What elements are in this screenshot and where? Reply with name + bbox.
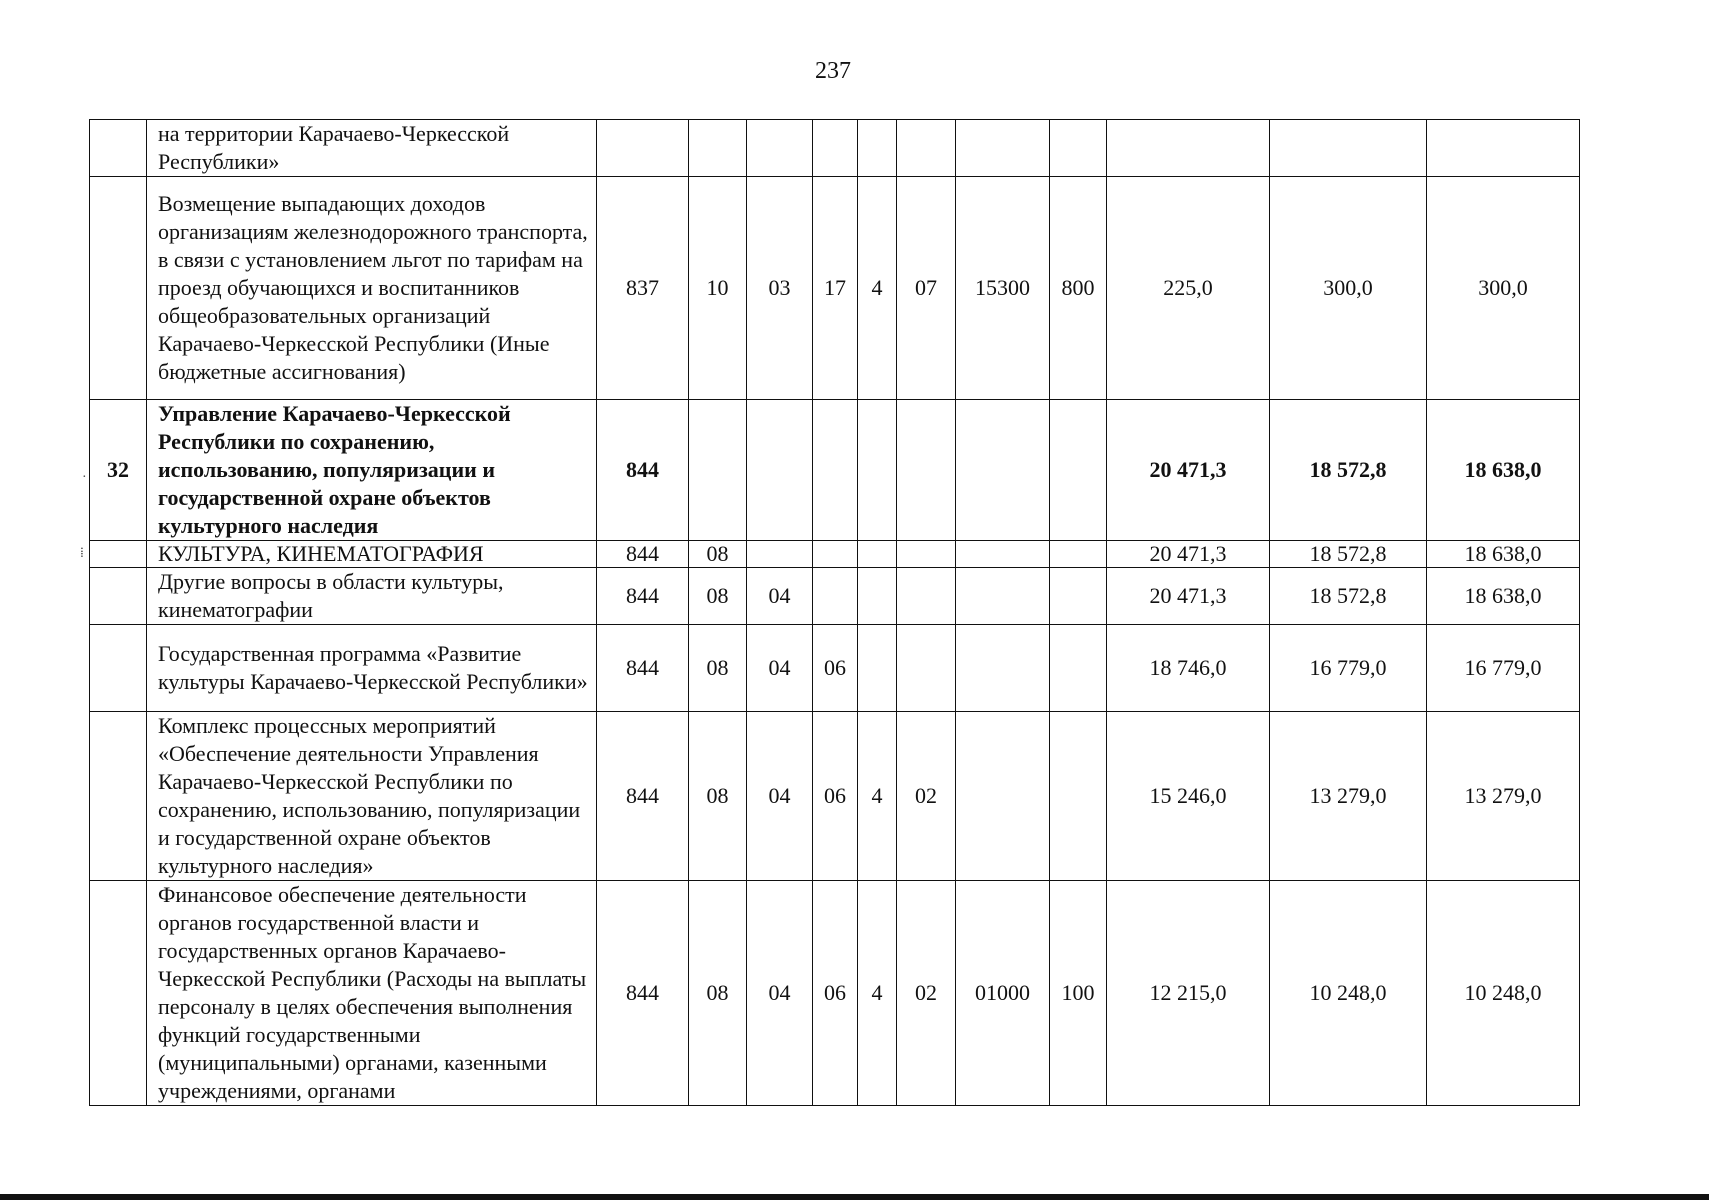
item-name-cell: Другие вопросы в области культуры, кинематографии [147, 568, 597, 625]
ministry-code-cell [597, 120, 689, 177]
amount-year3-cell: 16 779,0 [1427, 625, 1580, 712]
ministry-code-cell: 844 [597, 625, 689, 712]
amount-year3-cell: 18 638,0 [1427, 400, 1580, 541]
activity-code-cell [897, 568, 956, 625]
item-name-cell: Финансовое обеспечение деятельности органов государственной власти и государственных органов Карачаево-Черкесской Республики (Расходы на выплаты персоналу в целях обеспечения выполнения функций государственными (муниципальными) органами, казенными учреждениями, органами [147, 881, 597, 1106]
row-index-cell [90, 120, 147, 177]
program-code-cell [813, 568, 858, 625]
amount-year3-cell: 18 638,0 [1427, 568, 1580, 625]
table-row [90, 541, 1580, 568]
direction-code-cell [956, 712, 1050, 881]
subsection-code-cell: 04 [747, 625, 813, 712]
subsection-code-cell: 04 [747, 568, 813, 625]
table-row [90, 568, 1580, 625]
program-code-cell: 06 [813, 712, 858, 881]
table-row [90, 177, 1580, 400]
amount-year2-cell: 18 572,8 [1270, 568, 1427, 625]
amount-year1-cell: 20 471,3 [1107, 541, 1270, 568]
program-code-cell [813, 120, 858, 177]
section-code-cell: 08 [689, 712, 747, 881]
row-index-cell [90, 712, 147, 881]
expense-type-cell [1050, 541, 1107, 568]
amount-year2-cell: 13 279,0 [1270, 712, 1427, 881]
ministry-code-cell: 844 [597, 881, 689, 1106]
activity-code-cell [897, 120, 956, 177]
ministry-code-cell: 844 [597, 400, 689, 541]
scan-artifact-mark: ⁞ [80, 546, 84, 561]
amount-year3-cell: 13 279,0 [1427, 712, 1580, 881]
item-name-cell: Управление Карачаево-Черкесской Республики по сохранению, использованию, популяризации и государственной охране объектов культурного наследия [147, 400, 597, 541]
amount-year1-cell: 20 471,3 [1107, 400, 1270, 541]
ministry-code-cell: 844 [597, 712, 689, 881]
activity-code-cell: 07 [897, 177, 956, 400]
subsection-code-cell: 04 [747, 881, 813, 1106]
program-code-cell: 06 [813, 625, 858, 712]
row-index-cell [90, 881, 147, 1106]
item-name-cell: КУЛЬТУРА, КИНЕМАТОГРАФИЯ [147, 541, 597, 568]
expense-type-cell [1050, 712, 1107, 881]
table-row [90, 120, 1580, 177]
ministry-code-cell: 844 [597, 568, 689, 625]
table-row [90, 400, 1580, 541]
amount-year2-cell: 10 248,0 [1270, 881, 1427, 1106]
amount-year1-cell: 18 746,0 [1107, 625, 1270, 712]
expense-type-cell: 800 [1050, 177, 1107, 400]
subprogram-type-cell: 4 [858, 177, 897, 400]
table-body [90, 120, 1580, 1106]
table-row [90, 712, 1580, 881]
amount-year1-cell: 20 471,3 [1107, 568, 1270, 625]
section-code-cell [689, 400, 747, 541]
subprogram-type-cell [858, 400, 897, 541]
section-code-cell: 08 [689, 568, 747, 625]
subsection-code-cell: 04 [747, 712, 813, 881]
amount-year3-cell: 10 248,0 [1427, 881, 1580, 1106]
amount-year1-cell: 15 246,0 [1107, 712, 1270, 881]
subsection-code-cell [747, 400, 813, 541]
program-code-cell: 06 [813, 881, 858, 1106]
row-index-cell: 32 [90, 400, 147, 541]
direction-code-cell: 01000 [956, 881, 1050, 1106]
section-code-cell: 10 [689, 177, 747, 400]
direction-code-cell [956, 120, 1050, 177]
amount-year3-cell [1427, 120, 1580, 177]
row-index-cell [90, 177, 147, 400]
row-index-cell [90, 568, 147, 625]
amount-year2-cell: 16 779,0 [1270, 625, 1427, 712]
amount-year2-cell [1270, 120, 1427, 177]
activity-code-cell: 02 [897, 712, 956, 881]
row-index-cell [90, 541, 147, 568]
subsection-code-cell [747, 120, 813, 177]
activity-code-cell [897, 625, 956, 712]
section-code-cell [689, 120, 747, 177]
direction-code-cell [956, 541, 1050, 568]
program-code-cell [813, 541, 858, 568]
expense-type-cell: 100 [1050, 881, 1107, 1106]
ministry-code-cell: 837 [597, 177, 689, 400]
table-row [90, 625, 1580, 712]
expense-type-cell [1050, 568, 1107, 625]
direction-code-cell [956, 625, 1050, 712]
section-code-cell: 08 [689, 541, 747, 568]
scan-artifact-dot: · [82, 470, 87, 485]
expense-type-cell [1050, 120, 1107, 177]
ministry-code-cell: 844 [597, 541, 689, 568]
expense-type-cell [1050, 625, 1107, 712]
activity-code-cell [897, 541, 956, 568]
item-name-cell: на территории Карачаево-Черкесской Республики» [147, 120, 597, 177]
amount-year2-cell: 18 572,8 [1270, 400, 1427, 541]
subsection-code-cell: 03 [747, 177, 813, 400]
amount-year2-cell: 18 572,8 [1270, 541, 1427, 568]
subprogram-type-cell: 4 [858, 881, 897, 1106]
expense-type-cell [1050, 400, 1107, 541]
program-code-cell [813, 400, 858, 541]
bottom-scan-edge [0, 1194, 1709, 1200]
amount-year1-cell [1107, 120, 1270, 177]
table-row [90, 881, 1580, 1106]
subprogram-type-cell [858, 625, 897, 712]
amount-year1-cell: 225,0 [1107, 177, 1270, 400]
amount-year3-cell: 18 638,0 [1427, 541, 1580, 568]
subsection-code-cell [747, 541, 813, 568]
amount-year2-cell: 300,0 [1270, 177, 1427, 400]
program-code-cell: 17 [813, 177, 858, 400]
direction-code-cell: 15300 [956, 177, 1050, 400]
direction-code-cell [956, 400, 1050, 541]
section-code-cell: 08 [689, 881, 747, 1106]
direction-code-cell [956, 568, 1050, 625]
subprogram-type-cell: 4 [858, 712, 897, 881]
activity-code-cell [897, 400, 956, 541]
item-name-cell: Возмещение выпадающих доходов организациям железнодорожного транспорта, в связи с установлением льгот по тарифам на проезд обучающихся и воспитанников общеобразовательных организаций Карачаево-Черкесской Республики (Иные бюджетные ассигнования) [147, 177, 597, 400]
amount-year1-cell: 12 215,0 [1107, 881, 1270, 1106]
section-code-cell: 08 [689, 625, 747, 712]
item-name-cell: Государственная программа «Развитие культуры Карачаево-Черкесской Республики» [147, 625, 597, 712]
subprogram-type-cell [858, 541, 897, 568]
row-index-cell [90, 625, 147, 712]
subprogram-type-cell [858, 568, 897, 625]
subprogram-type-cell [858, 120, 897, 177]
item-name-cell: Комплекс процессных мероприятий «Обеспечение деятельности Управления Карачаево-Черкесской Республики по сохранению, использованию, популяризации и государственной охране объектов культурного наследия» [147, 712, 597, 881]
activity-code-cell: 02 [897, 881, 956, 1106]
page-number: 237 [815, 58, 851, 84]
budget-table [89, 119, 1580, 1106]
amount-year3-cell: 300,0 [1427, 177, 1580, 400]
